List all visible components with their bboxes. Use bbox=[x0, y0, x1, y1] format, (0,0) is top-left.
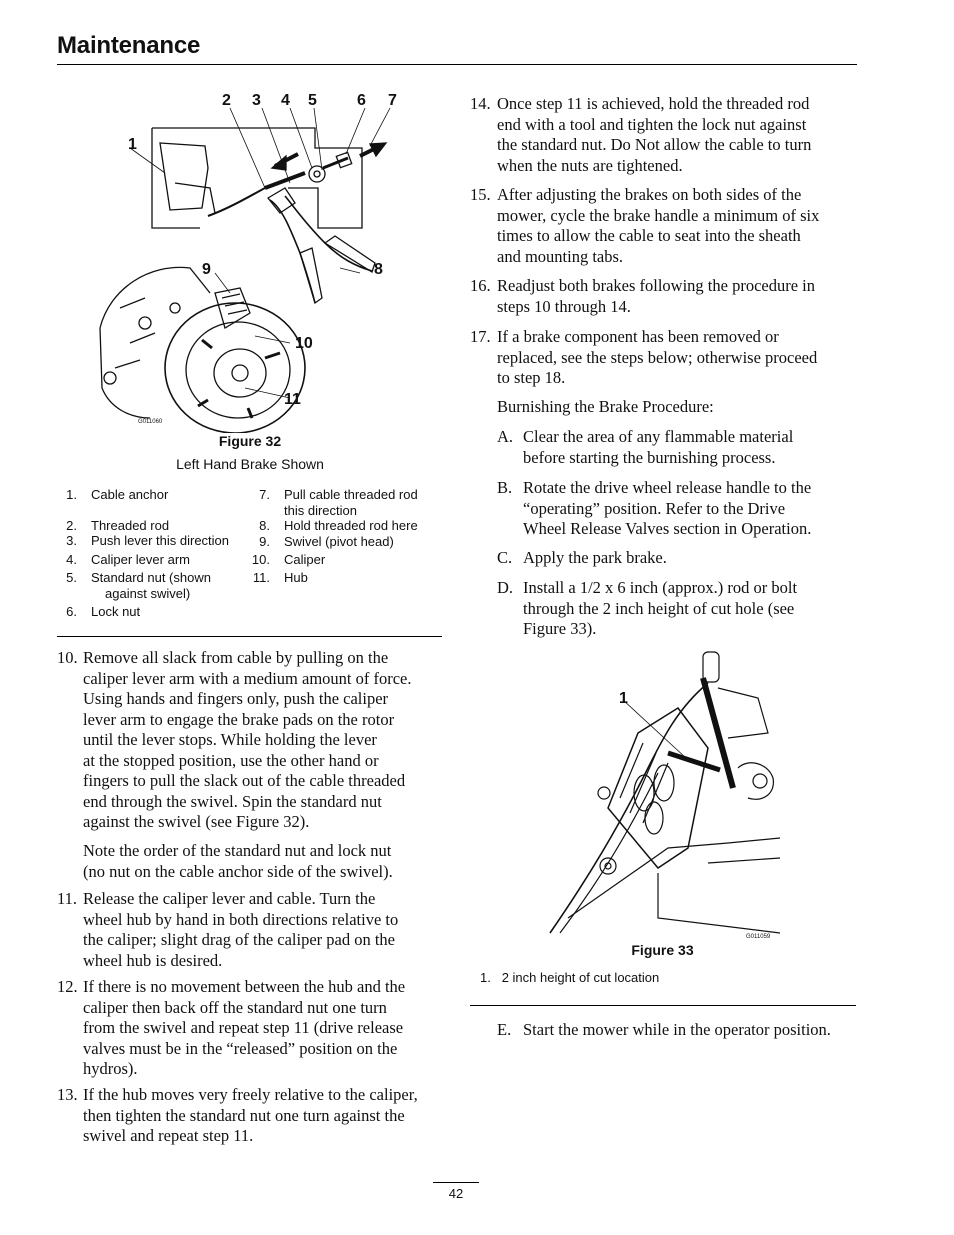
step-number: D. bbox=[497, 578, 514, 597]
brake-assembly-illustration bbox=[90, 88, 420, 433]
step-text-line: then tighten the standard nut one turn against the bbox=[83, 1105, 405, 1125]
step-text-line: caliper lever arm with a medium amount of force. bbox=[83, 668, 412, 688]
step-text-line: mower, cycle the brake handle a minimum of six bbox=[497, 205, 820, 225]
step-text-line: against the swivel (see Figure 32). bbox=[83, 812, 310, 831]
step-text-line: Figure 33). bbox=[523, 619, 597, 638]
figure32-subcaption: Left Hand Brake Shown bbox=[176, 456, 324, 472]
step-text-line: lever arm to engage the brake pads on the rotor bbox=[83, 709, 395, 729]
callout-2: 2 bbox=[222, 92, 231, 109]
step-text-line: to step 18. bbox=[497, 368, 566, 387]
page-number: 42 bbox=[448, 1186, 464, 1201]
step-text-line: the caliper; slight drag of the caliper pad on the bbox=[83, 930, 396, 949]
callout-5: 5 bbox=[308, 92, 317, 109]
step-text: Start the mower while in the operator position. bbox=[523, 1020, 831, 1039]
step-text-line: hydros). bbox=[83, 1059, 138, 1078]
figure33-image-code: G011059 bbox=[746, 934, 771, 940]
step-text-line: the standard nut. Do Not allow the cable to turn bbox=[497, 135, 812, 154]
step-text-line: steps 10 through 14. bbox=[497, 296, 631, 316]
step-text-line: If there is no movement between the hub and the bbox=[83, 977, 406, 996]
step-text-line: Install a 1/2 x 6 inch (approx.) rod or bolt bbox=[523, 578, 798, 597]
callout-9: 9 bbox=[202, 261, 211, 278]
step-text-line: wheel hub by hand in both directions relative to bbox=[83, 909, 399, 929]
legend-num: 1. bbox=[480, 970, 491, 985]
step-text-line: Remove all slack from cable by pulling on the bbox=[83, 648, 389, 667]
figure33-rule bbox=[470, 1005, 856, 1006]
step-number: B. bbox=[497, 478, 513, 497]
step-text-line: (no nut on the cable anchor side of the swivel). bbox=[83, 861, 393, 881]
step-text-line: fingers to pull the slack out of the cable threaded bbox=[83, 771, 406, 790]
step-number: A. bbox=[497, 427, 514, 446]
step-number: 10. bbox=[57, 648, 78, 667]
callout-10: 10 bbox=[295, 335, 313, 352]
step-number: 14. bbox=[470, 94, 491, 113]
step-text-line: before starting the burnishing process. bbox=[523, 447, 776, 467]
callout-7: 7 bbox=[388, 92, 397, 109]
step-text-line: at the stopped position, use the other hand or bbox=[83, 750, 379, 770]
step-text-line: end through the swivel. Spin the standard nut bbox=[83, 791, 382, 811]
step-text-line: and mounting tabs. bbox=[497, 246, 624, 266]
step-number: C. bbox=[497, 548, 513, 567]
step-text-line: Burnishing the Brake Procedure: bbox=[497, 397, 714, 416]
figure32-rule bbox=[57, 636, 442, 637]
step-text-line: Readjust both brakes following the procedure in bbox=[497, 276, 816, 295]
step-text-line: Release the caliper lever and cable. Turn the bbox=[83, 889, 376, 908]
step-number: 12. bbox=[57, 977, 78, 996]
legend-text: 2 inch height of cut location bbox=[501, 970, 660, 985]
step-text-line: If the hub moves very freely relative to the caliper, bbox=[83, 1085, 418, 1104]
callout-11: 11 bbox=[284, 391, 301, 408]
step-text-line: Once step 11 is achieved, hold the threaded rod bbox=[497, 94, 810, 113]
callout-3: 3 bbox=[252, 92, 261, 109]
step-text-line: replaced, see the steps below; otherwise proceed bbox=[497, 347, 818, 367]
figure33-caption: Figure 33 bbox=[631, 942, 694, 958]
step-text-line: If a brake component has been removed or bbox=[497, 327, 779, 346]
mower-deck-illustration bbox=[548, 648, 780, 940]
step-text-line: Rotate the drive wheel release handle to the bbox=[523, 478, 812, 497]
step-text-line: swivel and repeat step 11. bbox=[83, 1126, 254, 1145]
step-number: 16. bbox=[470, 276, 491, 295]
step-text-line: “operating” position. Refer to the Drive bbox=[523, 498, 786, 518]
step-text-line: caliper then back off the standard nut one turn bbox=[83, 997, 387, 1017]
step-text-line: through the 2 inch height of cut hole (see bbox=[523, 598, 795, 618]
figure32-image-code: G011060 bbox=[138, 419, 163, 425]
step-number: 11. bbox=[57, 889, 78, 908]
callout-1: 1 bbox=[128, 136, 137, 153]
step-text-line: end with a tool and tighten the lock nut against bbox=[497, 114, 807, 134]
step-number: 13. bbox=[57, 1085, 78, 1104]
step-text-line: Apply the park brake. bbox=[523, 548, 667, 567]
callout-4: 4 bbox=[281, 92, 290, 109]
step-number: E. bbox=[497, 1020, 512, 1039]
step-text-line: until the lever stops. While holding the lever bbox=[83, 730, 377, 749]
callout-8: 8 bbox=[374, 261, 383, 278]
page-number-rule bbox=[433, 1182, 479, 1183]
step-text-line: Clear the area of any flammable material bbox=[523, 427, 794, 446]
figure32-caption: Figure 32 bbox=[218, 433, 282, 449]
step-text-line: wheel hub is desired. bbox=[83, 950, 223, 970]
step-text-line: from the swivel and repeat step 11 (drive release bbox=[83, 1018, 404, 1037]
callout-6: 6 bbox=[357, 92, 366, 109]
step-text-line: valves must be in the “released” position on the bbox=[83, 1038, 398, 1058]
page-title: Maintenance bbox=[57, 32, 201, 59]
figure33-callout-1: 1 bbox=[619, 690, 628, 707]
step-number: 17. bbox=[470, 327, 491, 346]
step-text-line: when the nuts are tightened. bbox=[497, 155, 683, 175]
header-rule bbox=[57, 64, 857, 65]
step-text-line: Wheel Release Valves section in Operation. bbox=[523, 519, 812, 538]
step-text-line: After adjusting the brakes on both sides of the bbox=[497, 185, 802, 204]
step-text-line: times to allow the cable to seat into the sheath bbox=[497, 226, 801, 245]
step-text-line: Note the order of the standard nut and lock nut bbox=[83, 841, 392, 860]
step-text-line: Using hands and fingers only, push the caliper bbox=[83, 689, 389, 708]
figure33-legend-item bbox=[480, 970, 659, 985]
step-number: 15. bbox=[470, 185, 491, 204]
